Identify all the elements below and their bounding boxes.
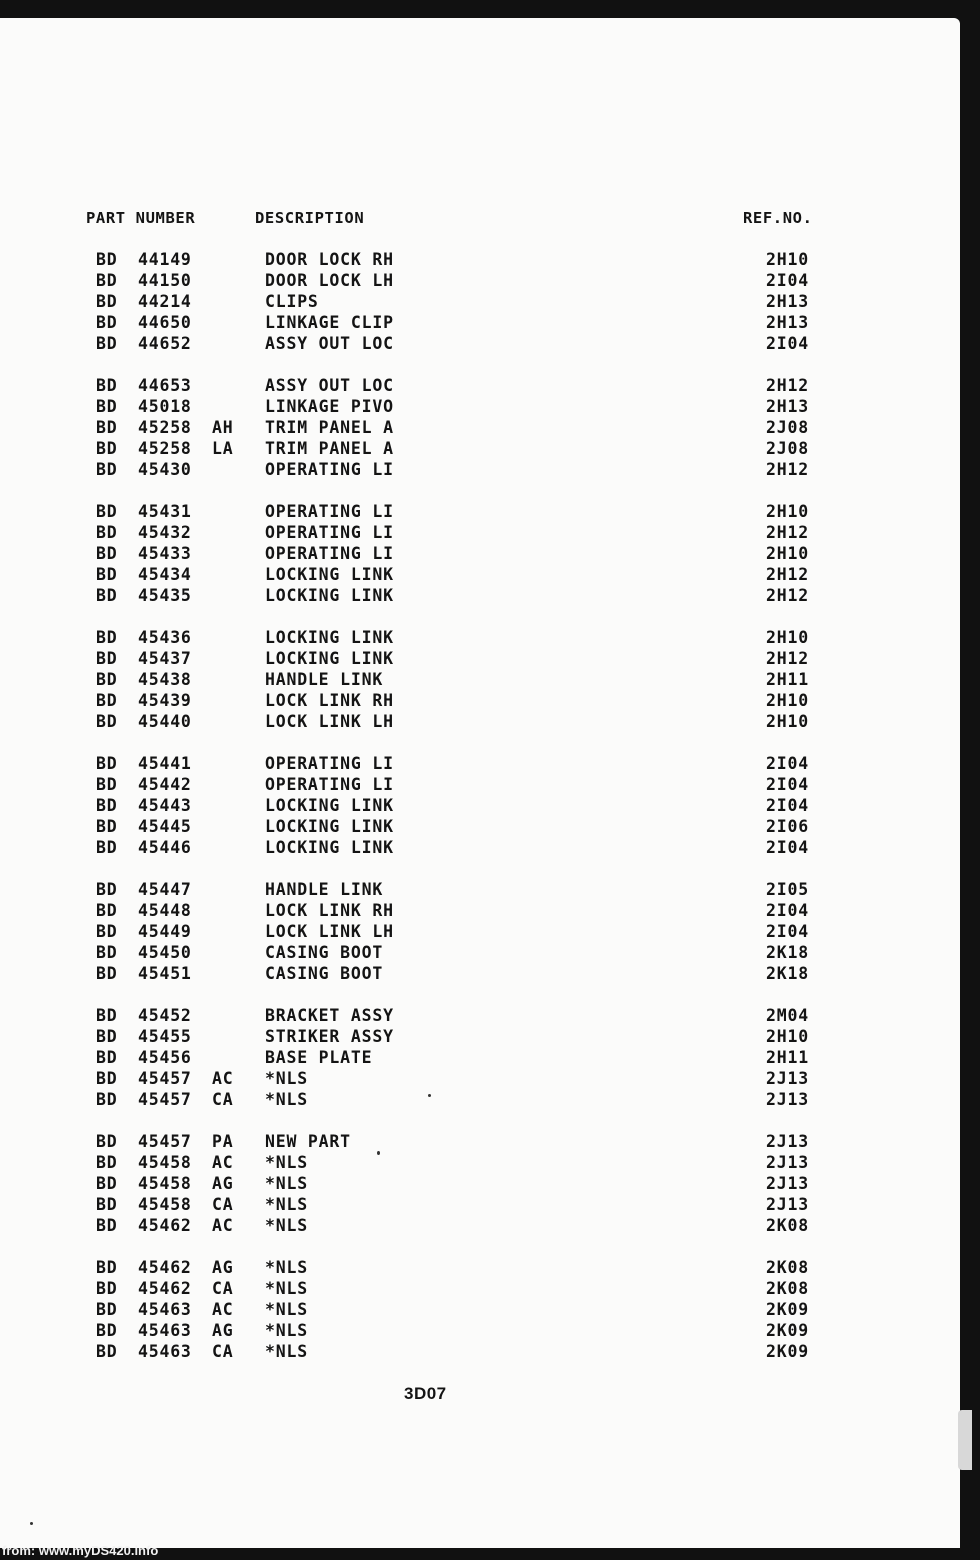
part-prefix: BD — [96, 586, 118, 605]
part-suffix: AC — [212, 1153, 234, 1172]
part-number: 45440 — [138, 712, 192, 731]
part-description: OPERATING LI — [265, 460, 394, 479]
ref-number: 2H11 — [766, 670, 809, 689]
part-row — [0, 648, 960, 669]
part-prefix: BD — [96, 670, 118, 689]
ref-number: 2J13 — [766, 1153, 809, 1172]
part-number: 44214 — [138, 292, 192, 311]
part-number: 45438 — [138, 670, 192, 689]
part-row — [0, 795, 960, 816]
part-row — [0, 711, 960, 732]
part-row — [0, 1278, 960, 1299]
part-suffix: AH — [212, 418, 234, 437]
part-description: LINKAGE CLIP — [265, 313, 394, 332]
ref-number: 2J13 — [766, 1174, 809, 1193]
part-row — [0, 312, 960, 333]
part-description: CASING BOOT — [265, 964, 384, 983]
part-prefix: BD — [96, 838, 118, 857]
part-description: NEW PART — [265, 1132, 351, 1151]
part-description: HANDLE LINK — [265, 880, 384, 899]
part-description: LOCKING LINK — [265, 565, 394, 584]
part-suffix: AG — [212, 1174, 234, 1193]
part-description: OPERATING LI — [265, 523, 394, 542]
ref-number: 2I04 — [766, 754, 809, 773]
part-row — [0, 669, 960, 690]
part-number: 45445 — [138, 817, 192, 836]
part-row — [0, 690, 960, 711]
part-number: 45435 — [138, 586, 192, 605]
part-row — [0, 816, 960, 837]
ref-number: 2J13 — [766, 1069, 809, 1088]
part-number: 45449 — [138, 922, 192, 941]
part-row — [0, 249, 960, 270]
dust-speck — [30, 1522, 33, 1525]
ref-number: 2K09 — [766, 1321, 809, 1340]
part-number: 45457 — [138, 1132, 192, 1151]
header-part-number: PART NUMBER — [86, 209, 196, 227]
part-description: BRACKET ASSY — [265, 1006, 394, 1025]
part-prefix: BD — [96, 1321, 118, 1340]
part-row — [0, 291, 960, 312]
part-number: 45436 — [138, 628, 192, 647]
part-prefix: BD — [96, 880, 118, 899]
ref-number: 2H10 — [766, 502, 809, 521]
part-prefix: BD — [96, 1069, 118, 1088]
part-number: 45463 — [138, 1321, 192, 1340]
ref-number: 2K09 — [766, 1342, 809, 1361]
ref-number: 2M04 — [766, 1006, 809, 1025]
part-prefix: BD — [96, 1027, 118, 1046]
part-number: 45458 — [138, 1174, 192, 1193]
part-number: 44650 — [138, 313, 192, 332]
part-prefix: BD — [96, 796, 118, 815]
part-prefix: BD — [96, 1006, 118, 1025]
part-number: 45437 — [138, 649, 192, 668]
part-description: TRIM PANEL A — [265, 439, 394, 458]
ref-number: 2K08 — [766, 1216, 809, 1235]
ref-number: 2H12 — [766, 523, 809, 542]
part-description: DOOR LOCK RH — [265, 250, 394, 269]
part-number: 45451 — [138, 964, 192, 983]
ref-number: 2J13 — [766, 1195, 809, 1214]
part-number: 45462 — [138, 1216, 192, 1235]
part-number: 45258 — [138, 439, 192, 458]
part-number: 45463 — [138, 1342, 192, 1361]
ref-number: 2J08 — [766, 439, 809, 458]
ref-number: 2H13 — [766, 313, 809, 332]
ref-number: 2J13 — [766, 1132, 809, 1151]
ref-number: 2H13 — [766, 292, 809, 311]
part-suffix: AC — [212, 1216, 234, 1235]
ref-number: 2I04 — [766, 271, 809, 290]
part-number: 45448 — [138, 901, 192, 920]
ref-number: 2H10 — [766, 1027, 809, 1046]
part-prefix: BD — [96, 691, 118, 710]
part-row — [0, 564, 960, 585]
part-description: *NLS — [265, 1090, 308, 1109]
ref-number: 2H12 — [766, 649, 809, 668]
ref-number: 2I04 — [766, 334, 809, 353]
part-description: *NLS — [265, 1321, 308, 1340]
part-suffix: AC — [212, 1300, 234, 1319]
part-description: OPERATING LI — [265, 544, 394, 563]
part-row — [0, 543, 960, 564]
part-description: LINKAGE PIVO — [265, 397, 394, 416]
part-prefix: BD — [96, 922, 118, 941]
ref-number: 2I06 — [766, 817, 809, 836]
part-number: 45462 — [138, 1258, 192, 1277]
part-number: 45430 — [138, 460, 192, 479]
part-prefix: BD — [96, 1048, 118, 1067]
part-number: 44150 — [138, 271, 192, 290]
part-row — [0, 963, 960, 984]
part-prefix: BD — [96, 544, 118, 563]
part-number: 45457 — [138, 1069, 192, 1088]
part-suffix: CA — [212, 1342, 234, 1361]
part-suffix: CA — [212, 1279, 234, 1298]
part-description: CLIPS — [265, 292, 319, 311]
part-row — [0, 774, 960, 795]
part-number: 45443 — [138, 796, 192, 815]
ref-number: 2H13 — [766, 397, 809, 416]
part-description: OPERATING LI — [265, 502, 394, 521]
part-row — [0, 753, 960, 774]
ref-number: 2H10 — [766, 544, 809, 563]
part-row — [0, 1089, 960, 1110]
part-prefix: BD — [96, 502, 118, 521]
part-number: 45456 — [138, 1048, 192, 1067]
part-number: 45431 — [138, 502, 192, 521]
part-description: LOCK LINK LH — [265, 922, 394, 941]
part-prefix: BD — [96, 1342, 118, 1361]
part-description: BASE PLATE — [265, 1048, 373, 1067]
part-description: LOCKING LINK — [265, 817, 394, 836]
ref-number: 2I04 — [766, 922, 809, 941]
part-description: LOCKING LINK — [265, 796, 394, 815]
part-prefix: BD — [96, 943, 118, 962]
dust-speck — [377, 1151, 380, 1155]
part-row — [0, 270, 960, 291]
part-row — [0, 1005, 960, 1026]
part-row — [0, 1047, 960, 1068]
part-description: *NLS — [265, 1069, 308, 1088]
part-row — [0, 900, 960, 921]
part-description: TRIM PANEL A — [265, 418, 394, 437]
part-suffix: CA — [212, 1195, 234, 1214]
part-row — [0, 921, 960, 942]
part-number: 45441 — [138, 754, 192, 773]
part-description: *NLS — [265, 1279, 308, 1298]
part-prefix: BD — [96, 1153, 118, 1172]
part-prefix: BD — [96, 418, 118, 437]
part-row — [0, 837, 960, 858]
part-row — [0, 1215, 960, 1236]
part-prefix: BD — [96, 628, 118, 647]
ref-number: 2K08 — [766, 1279, 809, 1298]
ref-number: 2I04 — [766, 796, 809, 815]
part-number: 45442 — [138, 775, 192, 794]
page-code: 3D07 — [404, 1384, 447, 1403]
part-row — [0, 522, 960, 543]
part-prefix: BD — [96, 817, 118, 836]
ref-number: 2I04 — [766, 775, 809, 794]
part-row — [0, 333, 960, 354]
part-description: CASING BOOT — [265, 943, 384, 962]
part-prefix: BD — [96, 775, 118, 794]
part-number: 45450 — [138, 943, 192, 962]
row-group — [0, 249, 960, 354]
header-ref-no: REF.NO. — [743, 209, 813, 227]
parts-list — [0, 249, 960, 1383]
part-description: *NLS — [265, 1342, 308, 1361]
part-row — [0, 1131, 960, 1152]
ref-number: 2H12 — [766, 586, 809, 605]
ref-number: 2H10 — [766, 691, 809, 710]
part-prefix: BD — [96, 1132, 118, 1151]
part-description: LOCKING LINK — [265, 838, 394, 857]
ref-number: 2H10 — [766, 712, 809, 731]
part-number: 45446 — [138, 838, 192, 857]
part-row — [0, 1026, 960, 1047]
row-group — [0, 753, 960, 858]
part-number: 44653 — [138, 376, 192, 395]
part-prefix: BD — [96, 712, 118, 731]
part-prefix: BD — [96, 313, 118, 332]
part-description: OPERATING LI — [265, 754, 394, 773]
part-prefix: BD — [96, 1279, 118, 1298]
ref-number: 2K08 — [766, 1258, 809, 1277]
part-description: *NLS — [265, 1216, 308, 1235]
part-row — [0, 438, 960, 459]
part-number: 45018 — [138, 397, 192, 416]
part-prefix: BD — [96, 376, 118, 395]
part-description: LOCKING LINK — [265, 628, 394, 647]
part-row — [0, 627, 960, 648]
part-prefix: BD — [96, 292, 118, 311]
part-description: HANDLE LINK — [265, 670, 384, 689]
header-description: DESCRIPTION — [255, 209, 365, 227]
part-number: 45457 — [138, 1090, 192, 1109]
part-description: *NLS — [265, 1174, 308, 1193]
ref-number: 2I04 — [766, 838, 809, 857]
ref-number: 2H12 — [766, 376, 809, 395]
part-number: 44652 — [138, 334, 192, 353]
ref-number: 2H11 — [766, 1048, 809, 1067]
ref-number: 2H10 — [766, 250, 809, 269]
part-prefix: BD — [96, 397, 118, 416]
ref-number: 2K18 — [766, 964, 809, 983]
dust-speck — [428, 1094, 431, 1097]
part-row — [0, 375, 960, 396]
part-prefix: BD — [96, 1174, 118, 1193]
part-number: 45455 — [138, 1027, 192, 1046]
part-description: *NLS — [265, 1300, 308, 1319]
ref-number: 2I04 — [766, 901, 809, 920]
part-number: 45447 — [138, 880, 192, 899]
part-description: ASSY OUT LOC — [265, 334, 394, 353]
part-description: LOCK LINK LH — [265, 712, 394, 731]
part-number: 45432 — [138, 523, 192, 542]
part-row — [0, 1173, 960, 1194]
part-suffix: AC — [212, 1069, 234, 1088]
part-row — [0, 459, 960, 480]
part-prefix: BD — [96, 754, 118, 773]
part-suffix: AG — [212, 1321, 234, 1340]
part-prefix: BD — [96, 271, 118, 290]
part-description: *NLS — [265, 1195, 308, 1214]
part-prefix: BD — [96, 439, 118, 458]
part-number: 45462 — [138, 1279, 192, 1298]
row-group — [0, 1005, 960, 1110]
part-row — [0, 1194, 960, 1215]
row-group — [0, 501, 960, 606]
part-row — [0, 1257, 960, 1278]
part-row — [0, 879, 960, 900]
ref-number: 2K09 — [766, 1300, 809, 1319]
part-row — [0, 585, 960, 606]
part-suffix: CA — [212, 1090, 234, 1109]
part-row — [0, 501, 960, 522]
part-prefix: BD — [96, 523, 118, 542]
part-prefix: BD — [96, 1090, 118, 1109]
part-row — [0, 417, 960, 438]
part-row — [0, 396, 960, 417]
ref-number: 2H10 — [766, 628, 809, 647]
ref-number: 2I05 — [766, 880, 809, 899]
part-prefix: BD — [96, 565, 118, 584]
part-description: *NLS — [265, 1153, 308, 1172]
ref-number: 2H12 — [766, 565, 809, 584]
part-row — [0, 942, 960, 963]
row-group — [0, 1257, 960, 1362]
part-prefix: BD — [96, 1216, 118, 1235]
ref-number: 2J08 — [766, 418, 809, 437]
part-prefix: BD — [96, 1258, 118, 1277]
part-suffix: AG — [212, 1258, 234, 1277]
microfiche-page — [0, 18, 960, 1548]
part-prefix: BD — [96, 649, 118, 668]
part-prefix: BD — [96, 964, 118, 983]
part-number: 44149 — [138, 250, 192, 269]
part-prefix: BD — [96, 334, 118, 353]
row-group — [0, 879, 960, 984]
part-description: LOCK LINK RH — [265, 691, 394, 710]
row-group — [0, 375, 960, 480]
row-group — [0, 627, 960, 732]
part-row — [0, 1068, 960, 1089]
part-description: LOCKING LINK — [265, 649, 394, 668]
part-description: LOCKING LINK — [265, 586, 394, 605]
part-number: 45463 — [138, 1300, 192, 1319]
part-number: 45433 — [138, 544, 192, 563]
part-suffix: LA — [212, 439, 234, 458]
part-description: STRIKER ASSY — [265, 1027, 394, 1046]
part-number: 45458 — [138, 1195, 192, 1214]
scan-edge-tab — [958, 1410, 972, 1470]
part-prefix: BD — [96, 1195, 118, 1214]
part-description: OPERATING LI — [265, 775, 394, 794]
part-prefix: BD — [96, 460, 118, 479]
part-number: 45434 — [138, 565, 192, 584]
part-number: 45258 — [138, 418, 192, 437]
ref-number: 2K18 — [766, 943, 809, 962]
part-row — [0, 1152, 960, 1173]
part-row — [0, 1299, 960, 1320]
part-number: 45458 — [138, 1153, 192, 1172]
source-footer: from: www.myDS420.info — [2, 1543, 159, 1558]
part-suffix: PA — [212, 1132, 234, 1151]
part-number: 45452 — [138, 1006, 192, 1025]
part-description: LOCK LINK RH — [265, 901, 394, 920]
part-prefix: BD — [96, 1300, 118, 1319]
part-prefix: BD — [96, 901, 118, 920]
part-row — [0, 1341, 960, 1362]
ref-number: 2J13 — [766, 1090, 809, 1109]
row-group — [0, 1131, 960, 1236]
part-prefix: BD — [96, 250, 118, 269]
ref-number: 2H12 — [766, 460, 809, 479]
part-description: ASSY OUT LOC — [265, 376, 394, 395]
part-row — [0, 1320, 960, 1341]
part-description: *NLS — [265, 1258, 308, 1277]
part-number: 45439 — [138, 691, 192, 710]
part-description: DOOR LOCK LH — [265, 271, 394, 290]
